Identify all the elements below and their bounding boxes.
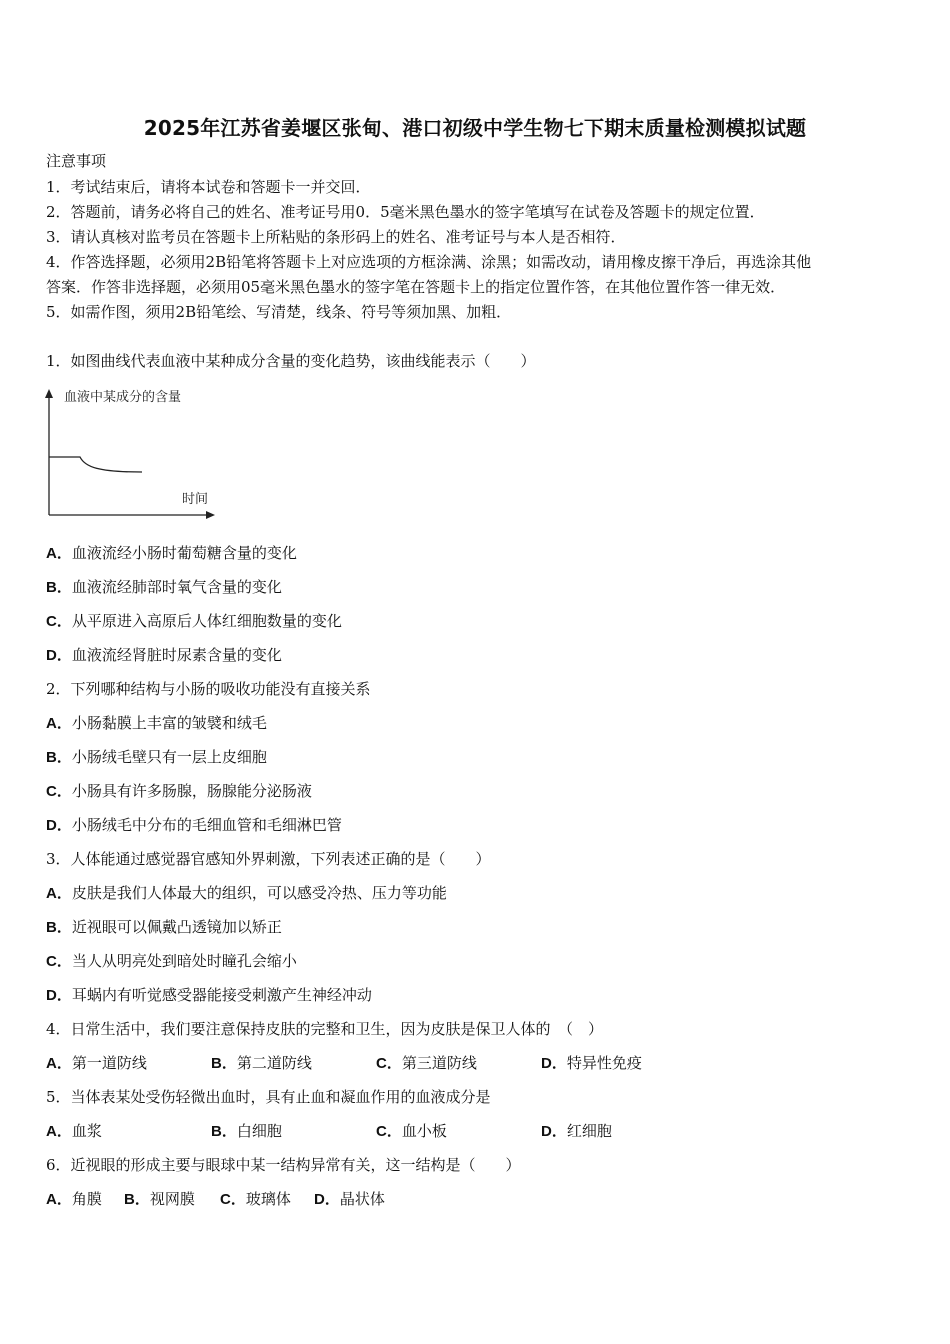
option-a: A．血液流经小肠时葡萄糖含量的变化 [46,544,297,562]
notice-item: 4．作答选择题，必须用2B铅笔将答题卡上对应选项的方框涂满、涂黑；如需改动，请用橡皮擦干净后，再选涂其他 [46,253,812,271]
option-b: B．白细胞 [211,1122,282,1140]
notice-item: 5．如需作图，须用2B铅笔绘、写清楚，线条、符号等须加黑、加粗． [46,303,512,321]
option-c: C．第三道防线 [376,1054,477,1072]
option-c: C．当人从明亮处到暗处时瞳孔会缩小 [46,952,297,970]
option-b: B．近视眼可以佩戴凸透镜加以矫正 [46,918,282,936]
option-c: C．小肠具有许多肠腺，肠腺能分泌肠液 [46,782,312,800]
option-d: D．小肠绒毛中分布的毛细血管和毛细淋巴管 [46,816,342,834]
option-a: A．皮肤是我们人体最大的组织，可以感受冷热、压力等功能 [46,884,447,902]
option-a: A．第一道防线 [46,1054,147,1072]
question-3-stem: 3．人体能通过感觉器官感知外界刺激，下列表述正确的是（ ） [46,850,491,868]
option-d: D．晶状体 [314,1190,385,1208]
option-d: D．耳蜗内有听觉感受器能接受刺激产生神经冲动 [46,986,372,1004]
option-b: B．血液流经肺部时氧气含量的变化 [46,578,282,596]
y-axis-arrow [45,389,53,398]
question-1-graph [40,385,230,525]
question-1-stem: 1．如图曲线代表血液中某种成分含量的变化趋势，该曲线能表示（ ） [46,352,536,370]
notice-item: 3．请认真核对监考员在答题卡上所粘贴的条形码上的姓名、准考证号与本人是否相符． [46,228,626,246]
option-a: A．角膜 [46,1190,102,1208]
option-d: D．血液流经肾脏时尿素含量的变化 [46,646,282,664]
option-a: A．血浆 [46,1122,102,1140]
curve-figure [40,385,230,525]
graph-x-label: 时间 [182,492,209,507]
notice-item: 1．考试结束后，请将本试卷和答题卡一并交回． [46,178,371,196]
option-b: B．第二道防线 [211,1054,312,1072]
x-axis-arrow [206,511,215,519]
content-curve [49,457,142,472]
graph-y-label: 血液中某成分的含量 [64,390,182,405]
question-5-stem: 5．当体表某处受伤轻微出血时，具有止血和凝血作用的血液成分是 [46,1088,491,1106]
option-a: A．小肠黏膜上丰富的皱襞和绒毛 [46,714,267,732]
question-4-stem: 4．日常生活中，我们要注意保持皮肤的完整和卫生，因为皮肤是保卫人体的 （ ） [46,1020,604,1038]
option-b: B．视网膜 [124,1190,195,1208]
notice-item: 答案．作答非选择题，必须用05毫米黑色墨水的签字笔在答题卡上的指定位置作答，在其他位置作答一律无效． [46,278,786,296]
question-6-stem: 6．近视眼的形成主要与眼球中某一结构异常有关，这一结构是（ ） [46,1156,521,1174]
option-b: B．小肠绒毛壁只有一层上皮细胞 [46,748,267,766]
notice-item: 2．答题前，请务必将自己的姓名、准考证号用0．5毫米黑色墨水的签字笔填写在试卷及答题卡的规定位置． [46,203,765,221]
page-title: 2025年江苏省姜堰区张甸、港口初级中学生物七下期末质量检测模拟试题 [143,116,807,140]
option-c: C．从平原进入高原后人体红细胞数量的变化 [46,612,342,630]
option-c: C．血小板 [376,1122,447,1140]
notice-heading: 注意事项 [46,152,107,170]
question-2-stem: 2．下列哪种结构与小肠的吸收功能没有直接关系 [46,680,371,698]
option-c: C．玻璃体 [220,1190,291,1208]
option-d: D．特异性免疫 [541,1054,642,1072]
option-d: D．红细胞 [541,1122,612,1140]
